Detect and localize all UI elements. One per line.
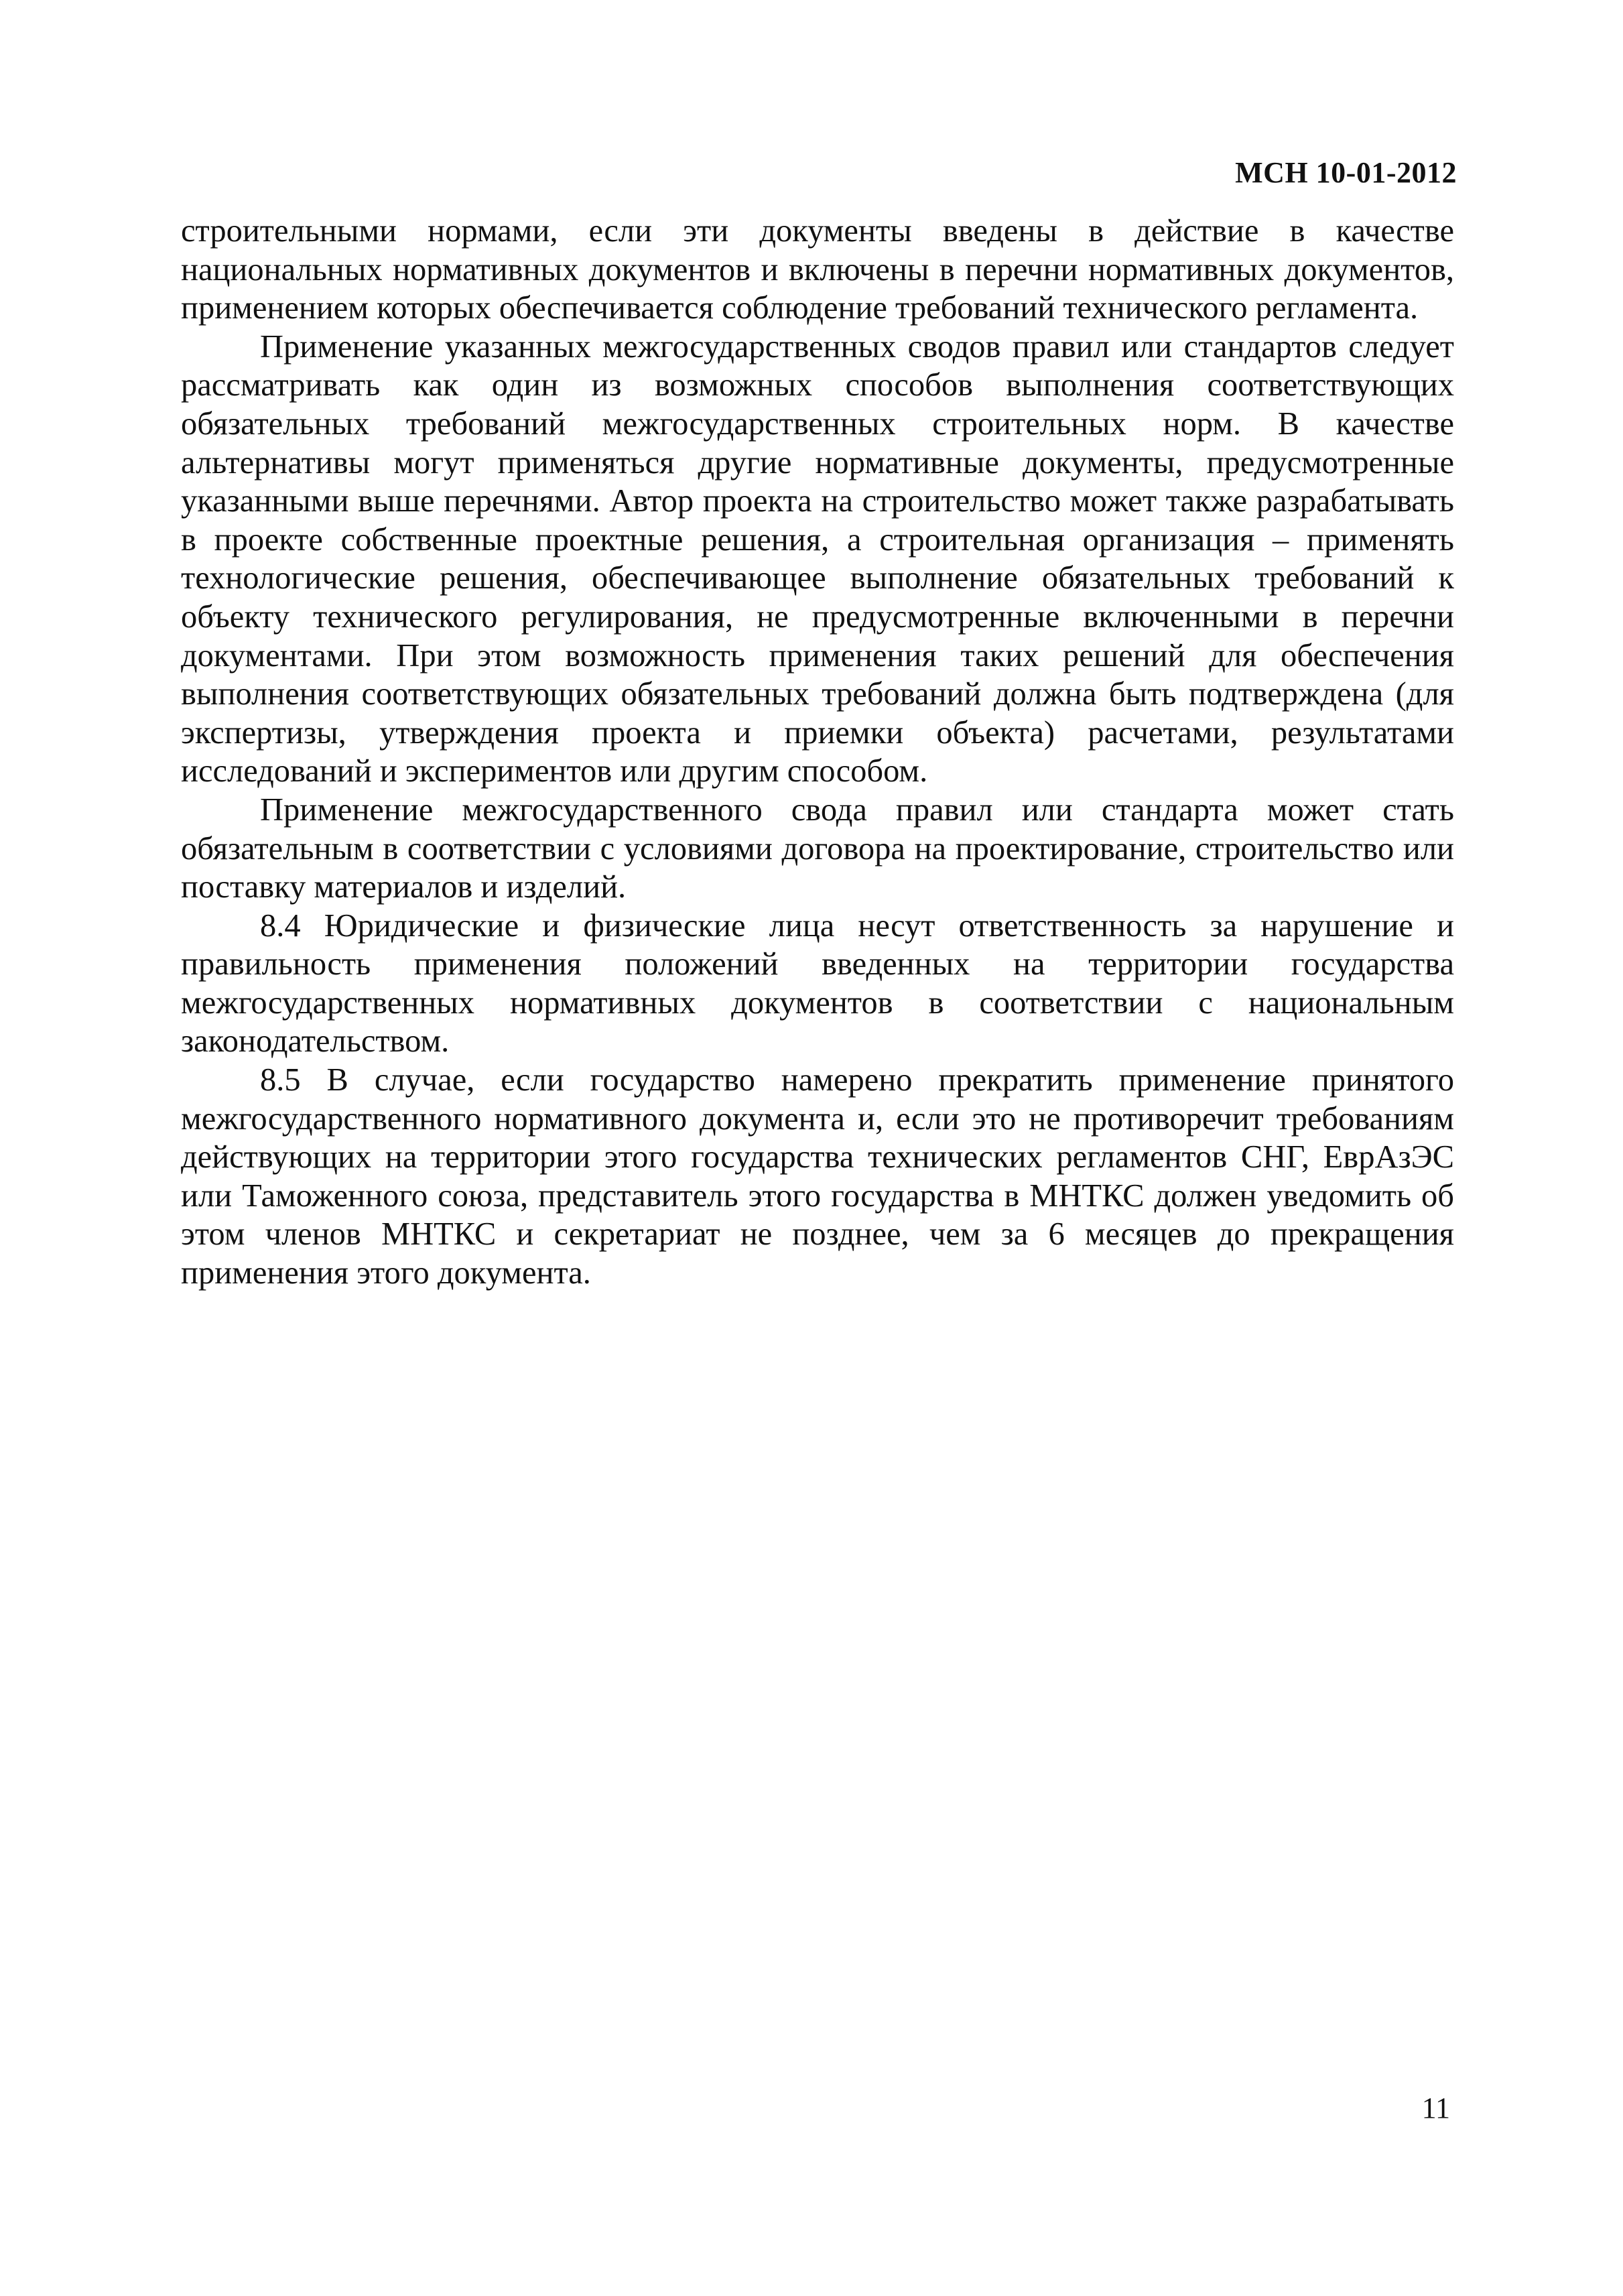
clause-8-5: 8.5 В случае, если государство намерено прекратить применение принятого межгосударственного нормативного документа и, если это не противоречит требованиям действующих на территории этого государства технических регламентов СНГ, ЕврАзЭС или Таможенного союза, представитель этого государства в МНТКС должен уведомить об этом членов МНТКС и секретариат не позднее, чем за 6 месяцев до прекращения применения этого документа. (181, 1062, 1454, 1291)
document-body (181, 212, 1454, 1293)
paragraph-continuation: строительными нормами, если эти документы введены в действие в качестве национальных нормативных документов и включены в перечни нормативных документов, применением которых обеспечивается соблюдение требований технического регламента. (181, 213, 1454, 326)
clause-8-4: 8.4 Юридические и физические лица несут ответственность за нарушение и правильность применения положений введенных на территории государства межгосударственных нормативных документов в соответствии с национальным законодательством. (181, 907, 1454, 1060)
page-number: 11 (1421, 2092, 1450, 2124)
paragraph-alternative-solutions: Применение указанных межгосударственных сводов правил или стандартов следует рассматривать как один из возможных способов выполнения соответствующих обязательных требований межгосударственных строительных норм. В качестве альтернативы могут применяться другие нормативные документы, предусмотренные указанными выше перечнями. Автор проекта на строительство может также разрабатывать в проекте собственные проектные решения, а строительная организация – применять технологические решения, обеспечивающее выполнение обязательных требований к объекту технического регулирования, не предусмотренные включенными в перечни документами. При этом возможность применения таких решений для обеспечения выполнения соответствующих обязательных требований должна быть подтверждена (для экспертизы, утверждения проекта и приемки объекта) расчетами, результатами исследований и экспериментов или другим способом. (181, 328, 1454, 789)
paragraph-contract-obligation: Применение межгосударственного свода правил или стандарта может стать обязательным в соответствии с условиями договора на проектирование, строительство или поставку материалов и изделий. (181, 791, 1454, 905)
document-code: МСН 10-01-2012 (1235, 156, 1457, 189)
